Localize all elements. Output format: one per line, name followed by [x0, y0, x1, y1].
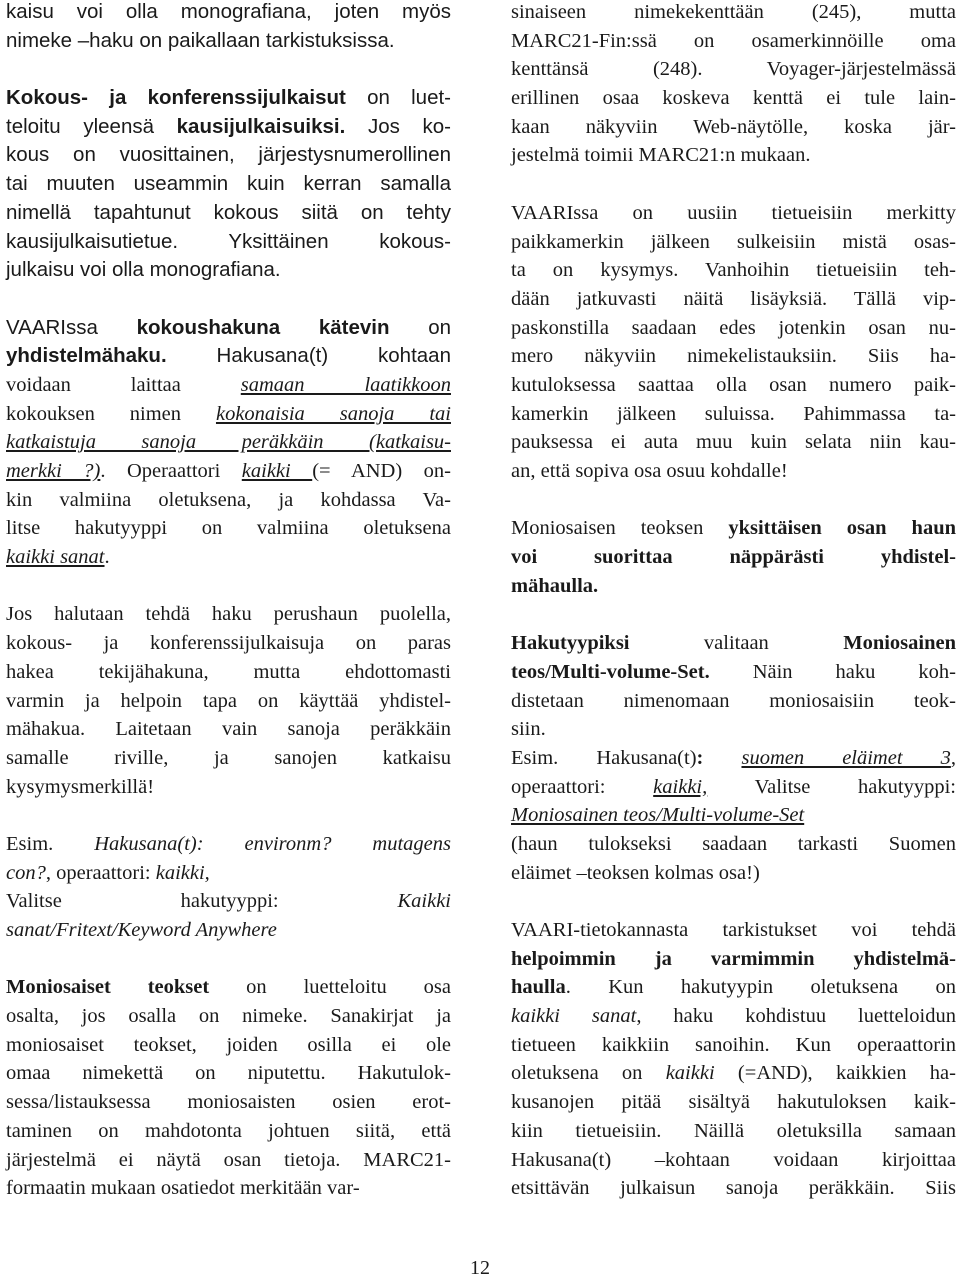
text-run: oletuksena on	[511, 1062, 666, 1085]
text-line	[511, 113, 956, 142]
text-run: Hakusana(t) kohtaan	[166, 344, 451, 368]
text-run: mähaulla.	[511, 574, 599, 597]
text-line	[6, 1059, 451, 1088]
text-run: sinaiseen nimekekenttään (245), mutta	[511, 1, 956, 23]
text-line	[511, 0, 956, 27]
text-run: Esim. Hakusana(t)	[511, 746, 697, 769]
text-line	[511, 256, 956, 285]
text-run: etsittävän julkaisun sanoja peräkkäin. Siis	[511, 1177, 956, 1200]
text-run: suomen eläimet 3	[741, 746, 951, 769]
text-run: pauksessa ei auta muu kuin selata niin kau-	[511, 431, 956, 454]
text-run: järjestelmä ei näytä osan tietoja. MARC21-	[6, 1148, 451, 1171]
text-run: kaikki	[241, 460, 313, 482]
text-line	[6, 371, 451, 400]
text-line	[6, 773, 451, 802]
text-line	[6, 486, 451, 515]
text-run: kiin tietueisiin. Näillä oletuksilla samaan	[511, 1119, 956, 1142]
text-line	[6, 514, 451, 543]
text-run: Kaikki	[397, 890, 451, 913]
text-run: dään jatkuvasti näitä lisäyksiä. Tällä vip-	[511, 287, 956, 310]
paragraph-gap	[6, 945, 451, 974]
text-line	[511, 916, 956, 945]
text-run: teos/Multi-volume-Set.	[511, 660, 710, 683]
text-run: Jos halutaan tehdä haku perushaun puolella,	[6, 603, 451, 626]
text-run: Hakusana(t): environm? mutagens	[94, 832, 451, 855]
text-run: eläimet –teoksen kolmas osa!)	[511, 861, 760, 884]
text-line	[511, 342, 956, 371]
text-run: MARC21-Fin:ssä on osamerkinnöille oma	[511, 29, 956, 52]
text-run: Esim.	[6, 832, 95, 855]
text-run: kenttänsä (248). Voyager-järjestelmässä	[511, 58, 956, 81]
text-run: VAARIssa	[6, 315, 137, 339]
text-run: kusanojen pitää sisältyä hakutuloksen kaik-	[511, 1091, 956, 1114]
text-line	[511, 572, 956, 601]
text-line	[6, 1002, 451, 1031]
text-run: . Operaattori	[100, 460, 242, 482]
text-line	[511, 1088, 956, 1117]
text-line	[6, 1031, 451, 1060]
text-line	[511, 687, 956, 716]
text-line	[6, 600, 451, 629]
text-run: Moniosaisen teoksen	[511, 517, 729, 540]
text-line	[511, 973, 956, 1002]
paragraph-gap	[6, 55, 451, 84]
text-run: kous on vuosittainen, järjestysnumerollinen	[6, 143, 451, 167]
text-line	[6, 1174, 451, 1203]
text-run: kokous- ja konferenssijulkaisuja on paras	[6, 632, 451, 655]
text-run: .	[104, 546, 110, 569]
text-run: siin.	[511, 718, 546, 741]
text-line	[511, 1059, 956, 1088]
text-line	[6, 228, 451, 257]
text-line	[511, 773, 956, 802]
text-line	[511, 1031, 956, 1060]
text-run: yhdistelmähaku.	[6, 344, 167, 368]
text-line	[511, 1174, 956, 1203]
text-run: formaatin mukaan osatiedot merkitään var-	[6, 1177, 360, 1200]
text-run: yksittäisen osan haun	[728, 517, 956, 540]
text-run: katkaistuja sanoja peräkkäin (katkaisu-	[6, 431, 451, 454]
text-run: , haku kohdistuu luetteloidun	[636, 1005, 956, 1028]
paragraph-gap	[511, 486, 956, 515]
text-line	[6, 342, 451, 371]
text-run: kin valmiina oletuksena, ja kohdassa Va-	[6, 488, 451, 511]
text-run: Hakutyypiksi	[511, 632, 630, 655]
text-line	[511, 84, 956, 113]
text-run: Hakusana(t) –kohtaan voidaan kirjoittaa	[511, 1148, 956, 1171]
text-run: mero näkyviin nimekelistauksiin. Siis ha-	[511, 345, 956, 368]
text-run: Valitse hakutyyppi:	[707, 775, 956, 798]
text-run: (haun tulokseksi saadaan tarkasti Suomen	[511, 832, 956, 855]
text-run: (= AND) on-	[312, 460, 451, 482]
text-run: on	[389, 315, 451, 339]
text-line	[6, 830, 451, 859]
text-run: osalta, jos osalla on nimeke. Sanakirjat ja	[6, 1005, 451, 1028]
text-run: julkaisu voi olla monografiana.	[6, 258, 281, 282]
text-run: VAARIssa on uusiin tietueisiin merkitty	[511, 201, 956, 224]
text-line	[6, 1146, 451, 1175]
text-run: merkki ?)	[6, 460, 101, 482]
text-run: paikkamerkin jälkeen sulkeisiin mistä osas-	[511, 230, 956, 253]
text-line	[6, 687, 451, 716]
text-line	[511, 715, 956, 744]
page-number: 12	[470, 1257, 490, 1279]
right-column	[511, 0, 956, 1203]
text-line	[511, 801, 956, 830]
text-line	[511, 1146, 956, 1175]
text-line	[6, 715, 451, 744]
text-line	[511, 629, 956, 658]
text-run: Näin haku koh-	[709, 660, 956, 683]
text-run: (=AND), kaikkien ha-	[714, 1062, 956, 1085]
text-run: Moniosaiset teokset	[6, 976, 210, 999]
text-line	[6, 1088, 451, 1117]
text-line	[6, 457, 451, 486]
text-run: paskonstilla saadaan edes jotenkin osan nu-	[511, 316, 956, 339]
text-line	[6, 859, 451, 888]
text-run: operaattori:	[511, 775, 654, 798]
text-run: kamerkin jälkeen suluissa. Pahimmassa ta-	[511, 402, 956, 425]
text-run: kaikki sanat	[6, 546, 105, 569]
paragraph-gap	[511, 170, 956, 199]
text-run: litse hakutyyppi on valmiina oletuksena	[6, 517, 451, 540]
text-run: VAARI-tietokannasta tarkistukset voi tehdä	[511, 919, 956, 941]
text-line	[511, 141, 956, 170]
text-line	[6, 543, 451, 572]
text-line	[6, 141, 451, 170]
text-line	[511, 945, 956, 974]
text-run: kysymysmerkillä!	[6, 775, 155, 798]
text-run: kaisu voi olla monografiana, joten myös	[6, 0, 451, 23]
text-run: Kokous- ja konferenssijulkaisut	[6, 86, 346, 110]
text-run: varmin ja helpoin tapa on käyttää yhdistel-	[6, 689, 451, 712]
text-run: Moniosainen teos/Multi-volume-Set	[511, 804, 805, 827]
text-run: omaa nimekettä on niputettu. Hakutulok-	[6, 1062, 451, 1085]
text-line	[511, 1002, 956, 1031]
text-run: voi suorittaa näppärästi yhdistel-	[511, 546, 956, 569]
text-run	[703, 747, 741, 769]
text-run: erillinen osaa koskeva kenttä ei tule lain-	[511, 87, 956, 110]
text-run: an, että sopiva osa osuu kohdalle!	[511, 460, 788, 482]
text-run: kaikki sanat	[511, 1005, 637, 1028]
text-run: on luetteloitu osa	[209, 976, 451, 999]
text-run: hakea tekijähakuna, mutta ehdottomasti	[6, 660, 451, 683]
text-run: kokonaisia sanoja tai	[215, 402, 451, 425]
text-run: tai muuten useammin kuin kerran samalla	[6, 172, 451, 196]
text-run: kaikki,	[155, 861, 210, 884]
text-run: Valitse hakutyyppi:	[6, 890, 398, 913]
text-run: nimeke –haku on paikallaan tarkistuksissa.	[6, 28, 395, 52]
text-line	[511, 285, 956, 314]
text-line	[511, 199, 956, 228]
text-line	[511, 658, 956, 687]
text-line	[511, 228, 956, 257]
text-line	[511, 27, 956, 56]
paragraph-gap	[511, 887, 956, 916]
text-line	[6, 0, 451, 27]
text-run: on luet-	[345, 86, 451, 110]
text-line	[511, 514, 956, 543]
text-run: ,	[950, 746, 956, 769]
paragraph-gap	[6, 801, 451, 830]
text-run: teloitu yleensä	[6, 114, 177, 138]
text-line	[511, 55, 956, 84]
text-run: kausijulkaisutietue. Yksittäinen kokous-	[6, 229, 451, 253]
text-line	[6, 27, 451, 56]
text-line	[511, 1117, 956, 1146]
text-line	[511, 371, 956, 400]
text-line	[6, 400, 451, 429]
text-run: sessa/listauksessa moniosaisten osien erot-	[6, 1091, 451, 1114]
text-line	[511, 314, 956, 343]
text-run: helpoimmin ja varmimmin yhdistelmä-	[511, 947, 956, 970]
paragraph-gap	[511, 600, 956, 629]
paragraph-gap	[6, 572, 451, 601]
text-run: samalle riville, ja sanojen katkaisu	[6, 746, 451, 769]
text-run: taminen on mahdotonta johtuen siitä, että	[6, 1119, 451, 1142]
text-line	[6, 256, 451, 285]
text-run: . Kun hakutyypin oletuksena on	[565, 976, 956, 999]
text-run: :	[696, 746, 704, 769]
text-run: voidaan laittaa	[6, 373, 241, 396]
text-run: samaan laatikkoon	[240, 373, 451, 396]
text-line	[6, 199, 451, 228]
paragraph-gap	[6, 285, 451, 314]
text-run: nimellä tapahtunut kokous siitä on tehty	[6, 200, 451, 224]
text-line	[6, 428, 451, 457]
text-line	[511, 400, 956, 429]
text-run: kaikki	[665, 1062, 715, 1085]
text-run: distetaan nimenomaan moniosaisiin teok-	[511, 689, 956, 712]
text-line	[6, 916, 451, 945]
text-run: moniosaiset teokset, joiden osilla ei ole	[6, 1033, 451, 1056]
text-run: con?	[6, 861, 46, 884]
text-run: kutuloksessa saattaa olla osan numero paik-	[511, 373, 956, 396]
text-line	[511, 830, 956, 859]
text-line	[6, 84, 451, 113]
text-line	[511, 543, 956, 572]
text-run: , operaattori:	[45, 861, 156, 884]
text-run: kokoushakuna kätevin	[136, 315, 390, 339]
text-run: mähakua. Laitetaan vain sanoja peräkkäin	[6, 718, 451, 741]
text-line	[6, 658, 451, 687]
text-line	[511, 428, 956, 457]
left-column	[6, 0, 451, 1203]
text-line	[6, 629, 451, 658]
text-line	[6, 1117, 451, 1146]
text-run: ta on kysymys. Vanhoihin tietueisiin teh-	[511, 259, 956, 282]
text-run: kaikki,	[653, 775, 708, 798]
text-run: Jos ko-	[345, 114, 451, 138]
text-line	[6, 744, 451, 773]
text-line	[6, 973, 451, 1002]
text-run: jestelmä toimii MARC21:n mukaan.	[511, 144, 811, 167]
text-run: sanat/Fritext/Keyword Anywhere	[6, 919, 277, 941]
text-line	[511, 457, 956, 486]
text-line	[6, 170, 451, 199]
text-run: kausijulkaisuiksi.	[176, 114, 346, 138]
text-line	[6, 887, 451, 916]
text-line	[511, 859, 956, 888]
text-run: Moniosainen	[843, 632, 956, 655]
text-run: haulla	[511, 976, 566, 999]
text-run: kaan näkyviin Web-näytölle, koska jär-	[511, 115, 956, 138]
text-line	[6, 314, 451, 343]
text-run: valitaan	[629, 632, 844, 655]
text-run: kokouksen nimen	[6, 402, 216, 425]
text-line	[511, 744, 956, 773]
text-run: tietueen kaikkiin sanoihin. Kun operaattorin	[511, 1033, 956, 1056]
text-line	[6, 113, 451, 142]
